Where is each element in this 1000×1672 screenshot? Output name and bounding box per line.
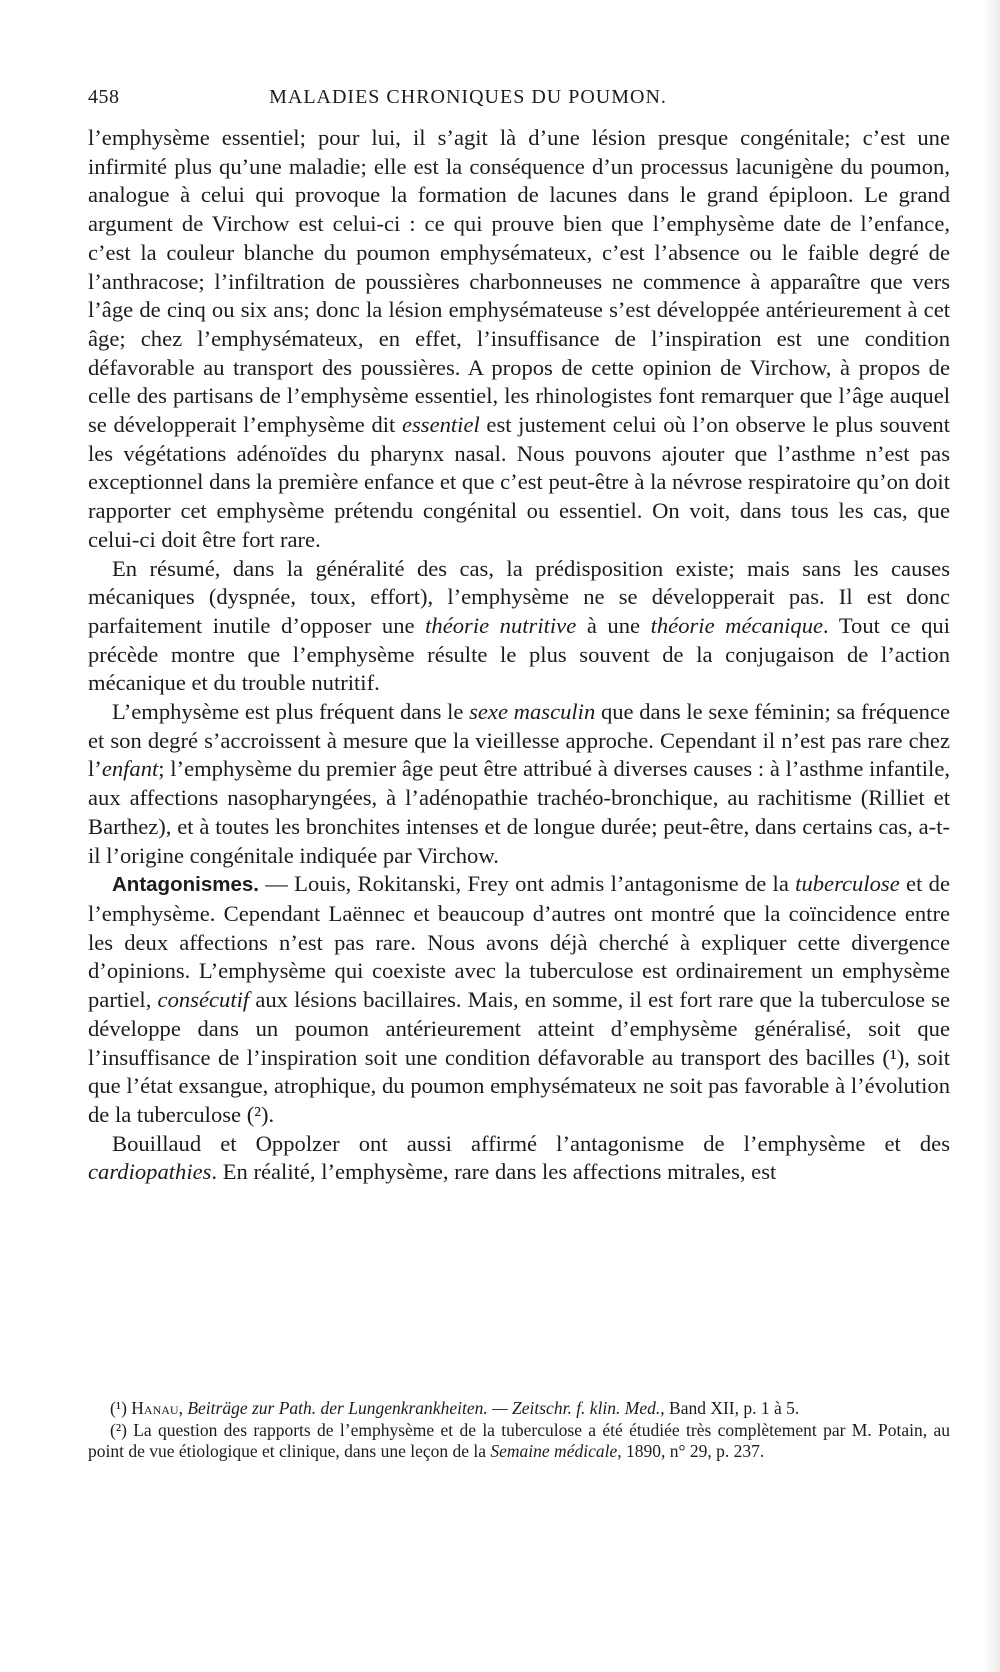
footnote [88,1420,950,1463]
footnotes [88,1398,950,1463]
italic-run: essentiel [401,412,480,438]
running-head: MALADIES CHRONIQUES DU POUMON. [269,86,667,108]
paragraph [88,698,950,870]
italic-run: sexe masculin [469,699,596,725]
italic-run: théorie nutritive [425,612,577,638]
paragraph [88,124,950,555]
text-run: , Band XII, p. 1 à 5. [660,1398,800,1418]
body-text [88,124,950,1187]
section-heading: Antagonismes. [112,873,259,897]
italic-run: cardiopathies [88,1159,212,1185]
footnote-ref: ² [254,1101,262,1127]
text-run: . En réalité, l’emphysème, rare dans les affections mitrales, est [211,1159,777,1185]
paragraph [88,870,950,1129]
text-run: (²) La question des rapports de l’emphysème et de la tuberculose a été étudiée très complètement par M. Potain, au point de vue étiologique et clinique, dans une leçon de la [88,1419,950,1461]
text-run: Bouillaud et Oppolzer ont aussi affirmé l’antagonisme de l’emphysème et des [112,1130,950,1156]
text-run: — Louis, Rokitanski, Frey ont admis l’antagonisme de la [258,871,796,897]
text-run: et de l’emphysème. Cependant Laënnec et beaucoup d’autres ont montré que la coïncidence entre les deux affections n’est pas rare. Nous avons déjà cherché à expliquer cette divergence d’opinions. L’emphysème qui coexiste avec la tuberculose est ordinairement un emphysème partiel, [88,871,950,1013]
text-run: ; l’emphysème du premier âge peut être attribué à diverses causes : à l’asthme infantile, aux affections nasopharyngées, à l’adénopathie trachéo-bronchique, au rachitisme (Rilliet et Barthez), et à toutes les bronchites intenses et de longue durée; peut-être, dans certains cas, a-t-il l’origine congénitale indiquée par Virchow. [88,756,950,868]
text-run: , [178,1398,188,1418]
footnote-ref: ¹ [889,1044,897,1070]
text-run: ), soit que l’état exsangue, atrophique, du poumon emphysémateux ne soit pas favorable à l’évolution de la tuberculose ( [88,1044,950,1127]
text-run: est justement celui où l’on observe le plus souvent les végétations adénoïdes du pharynx nasal. Nous pouvons ajouter que l’asthme n’est pas exceptionnel dans la première enfance et que c’est peut-être à la névrose respiratoire qu’on doit rapporter cet emphysème prétendu congénital ou essentiel. On voit, dans tous les cas, que celui-ci doit être fort rare. [88,412,950,552]
text-run: à une [576,612,651,638]
footnote [88,1398,950,1420]
italic-run: tuberculose [795,871,900,897]
page-header [88,86,958,116]
paragraph [88,555,950,699]
paragraph [88,1130,950,1187]
author-name: Hanau [131,1398,179,1418]
text-run: l’emphysème essentiel; pour lui, il s’agit là d’une lésion presque congénitale; c’est une infirmité plus qu’une maladie; elle est la conséquence d’un processus lacunigène du poumon, analogue à celui qui provoque la formation de lacunes dans le grand épiploon. Le grand argument de Virchow est celui-ci : ce qui prouve bien que l’emphysème date de l’enfance, c’est la couleur blanche du poumon emphysémateux, c’est l’absence ou le faible degré de l’anthracose; l’infiltration de poussières charbonneuses ne commence à apparaître que vers l’âge de cinq ou six ans; donc la lésion emphysémateuse s’est développée antérieurement à cet âge; chez l’emphysémateux, en effet, l’insuffisance de l’inspiration est une condition défavorable au transport des poussières. A propos de cette opinion de Virchow, à propos de celle des partisans de l’emphysème essentiel, les rhinologistes font remarquer que l’âge auquel se développerait l’emphysème dit [88,125,950,438]
text-run: En résumé, dans la généralité des cas, la prédisposition existe; mais sans les causes mécaniques (dyspnée, toux, effort), l’emphysème ne se développerait pas. Il est donc parfaitement inutile d’opposer une [88,555,950,638]
page-number: 458 [88,86,120,108]
italic-run: consécutif [157,987,250,1013]
text-run: L’emphysème est plus fréquent dans le [112,699,470,725]
footnote-marker: (¹) [110,1398,132,1418]
italic-run: enfant [101,756,159,782]
text-run: . Tout ce qui précède montre que l’emphysème résulte le plus souvent de la conjugaison de l’action mécanique et du trouble nutritif. [88,612,950,696]
italic-run: théorie mécanique [650,612,824,638]
text-run: que dans le sexe féminin; sa fréquence et son degré s’accroissent à mesure que la vieillesse approche. Cependant il n’est pas rare chez l’ [88,699,951,782]
text-run: , 1890, n° 29, p. 237. [617,1441,765,1461]
italic-run: Beiträge zur Path. der Lungenkrankheiten. — Zeitschr. f. klin. Med. [187,1398,661,1418]
text-run: ). [261,1101,275,1127]
text-run: aux lésions bacillaires. Mais, en somme, il est fort rare que la tuberculose se développe dans un poumon antérieurement atteint d’emphysème généralisé, soit que l’insuffisance de l’inspiration soit une condition défavorable au transport des bacilles ( [88,987,950,1070]
page-edge-shadow [982,0,1000,1672]
italic-run: Semaine médicale [490,1441,618,1461]
